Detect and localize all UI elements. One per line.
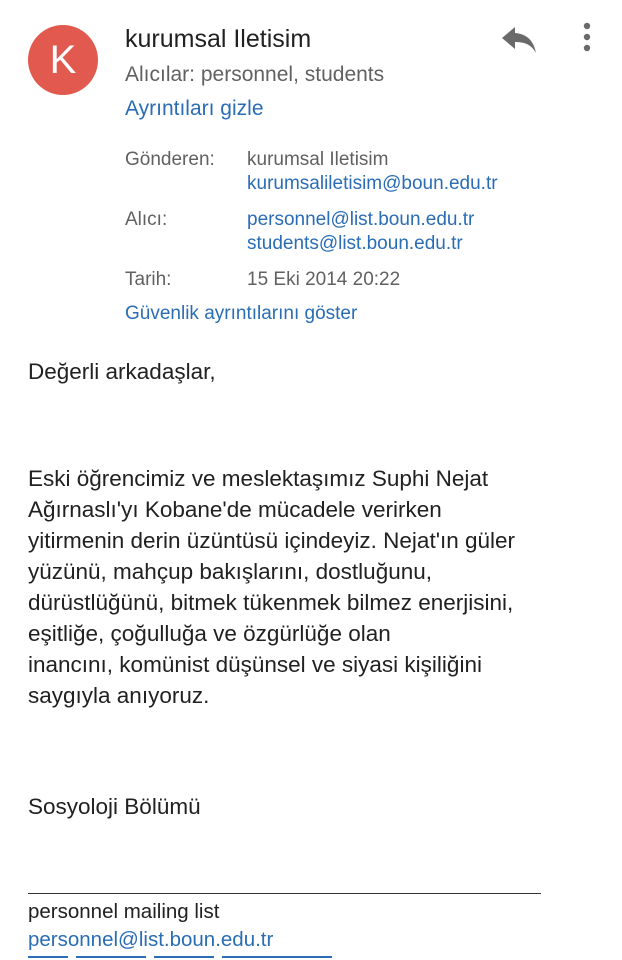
cut-off-link-line <box>28 954 348 960</box>
sender-name: kurumsal Iletisim <box>125 25 312 53</box>
paragraph-line: saygıyla anıyoruz. <box>28 683 210 708</box>
more-vert-icon[interactable] <box>576 22 598 54</box>
sender-avatar[interactable]: K <box>28 25 98 95</box>
security-details-link[interactable]: Güvenlik ayrıntılarını göster <box>125 303 358 324</box>
hide-details-link[interactable]: Ayrıntıları gizle <box>125 97 264 120</box>
mailing-list-email[interactable]: personnel@list.boun.edu.tr <box>28 928 274 951</box>
from-name: kurumsal Iletisim <box>247 149 389 170</box>
paragraph-line: yitirmenin derin üzüntüsü içindeyiz. Nejat'ın güler <box>28 528 516 553</box>
message-greeting: Değerli arkadaşlar, <box>28 359 216 384</box>
to-email-students[interactable]: students@list.boun.edu.tr <box>247 233 463 254</box>
footer-divider <box>28 893 541 894</box>
paragraph-line: inancını, komünist düşünsel ve siyasi kişiliğini <box>28 652 482 677</box>
message-paragraph <box>28 463 618 711</box>
date-value: 15 Eki 2014 20:22 <box>247 269 401 290</box>
from-label: Gönderen: <box>125 149 215 170</box>
recipients-summary: Alıcılar: personnel, students <box>125 63 385 86</box>
to-label: Alıcı: <box>125 209 168 230</box>
details-panel <box>125 148 605 292</box>
from-email[interactable]: kurumsaliletisim@boun.edu.tr <box>247 173 498 194</box>
paragraph-line: dürüstlüğünü, bitmek tükenmek bilmez enerjisini, <box>28 590 514 615</box>
paragraph-line: eşitliğe, çoğulluğa ve özgürlüğe olan <box>28 621 391 646</box>
message-signature: Sosyoloji Bölümü <box>28 794 201 819</box>
date-row <box>125 268 605 292</box>
paragraph-line: Eski öğrencimiz ve meslektaşımız Suphi Nejat <box>28 466 489 491</box>
reply-icon[interactable] <box>500 25 538 55</box>
to-row <box>125 208 605 256</box>
mailing-list-label: personnel mailing list <box>28 900 220 923</box>
paragraph-line: Ağırnaslı'yı Kobane'de mücadele verirken <box>28 497 442 522</box>
from-row <box>125 148 605 196</box>
date-label: Tarih: <box>125 269 172 290</box>
paragraph-line: yüzünü, mahçup bakışlarını, dostluğunu, <box>28 559 433 584</box>
to-email-personnel[interactable]: personnel@list.boun.edu.tr <box>247 209 475 230</box>
